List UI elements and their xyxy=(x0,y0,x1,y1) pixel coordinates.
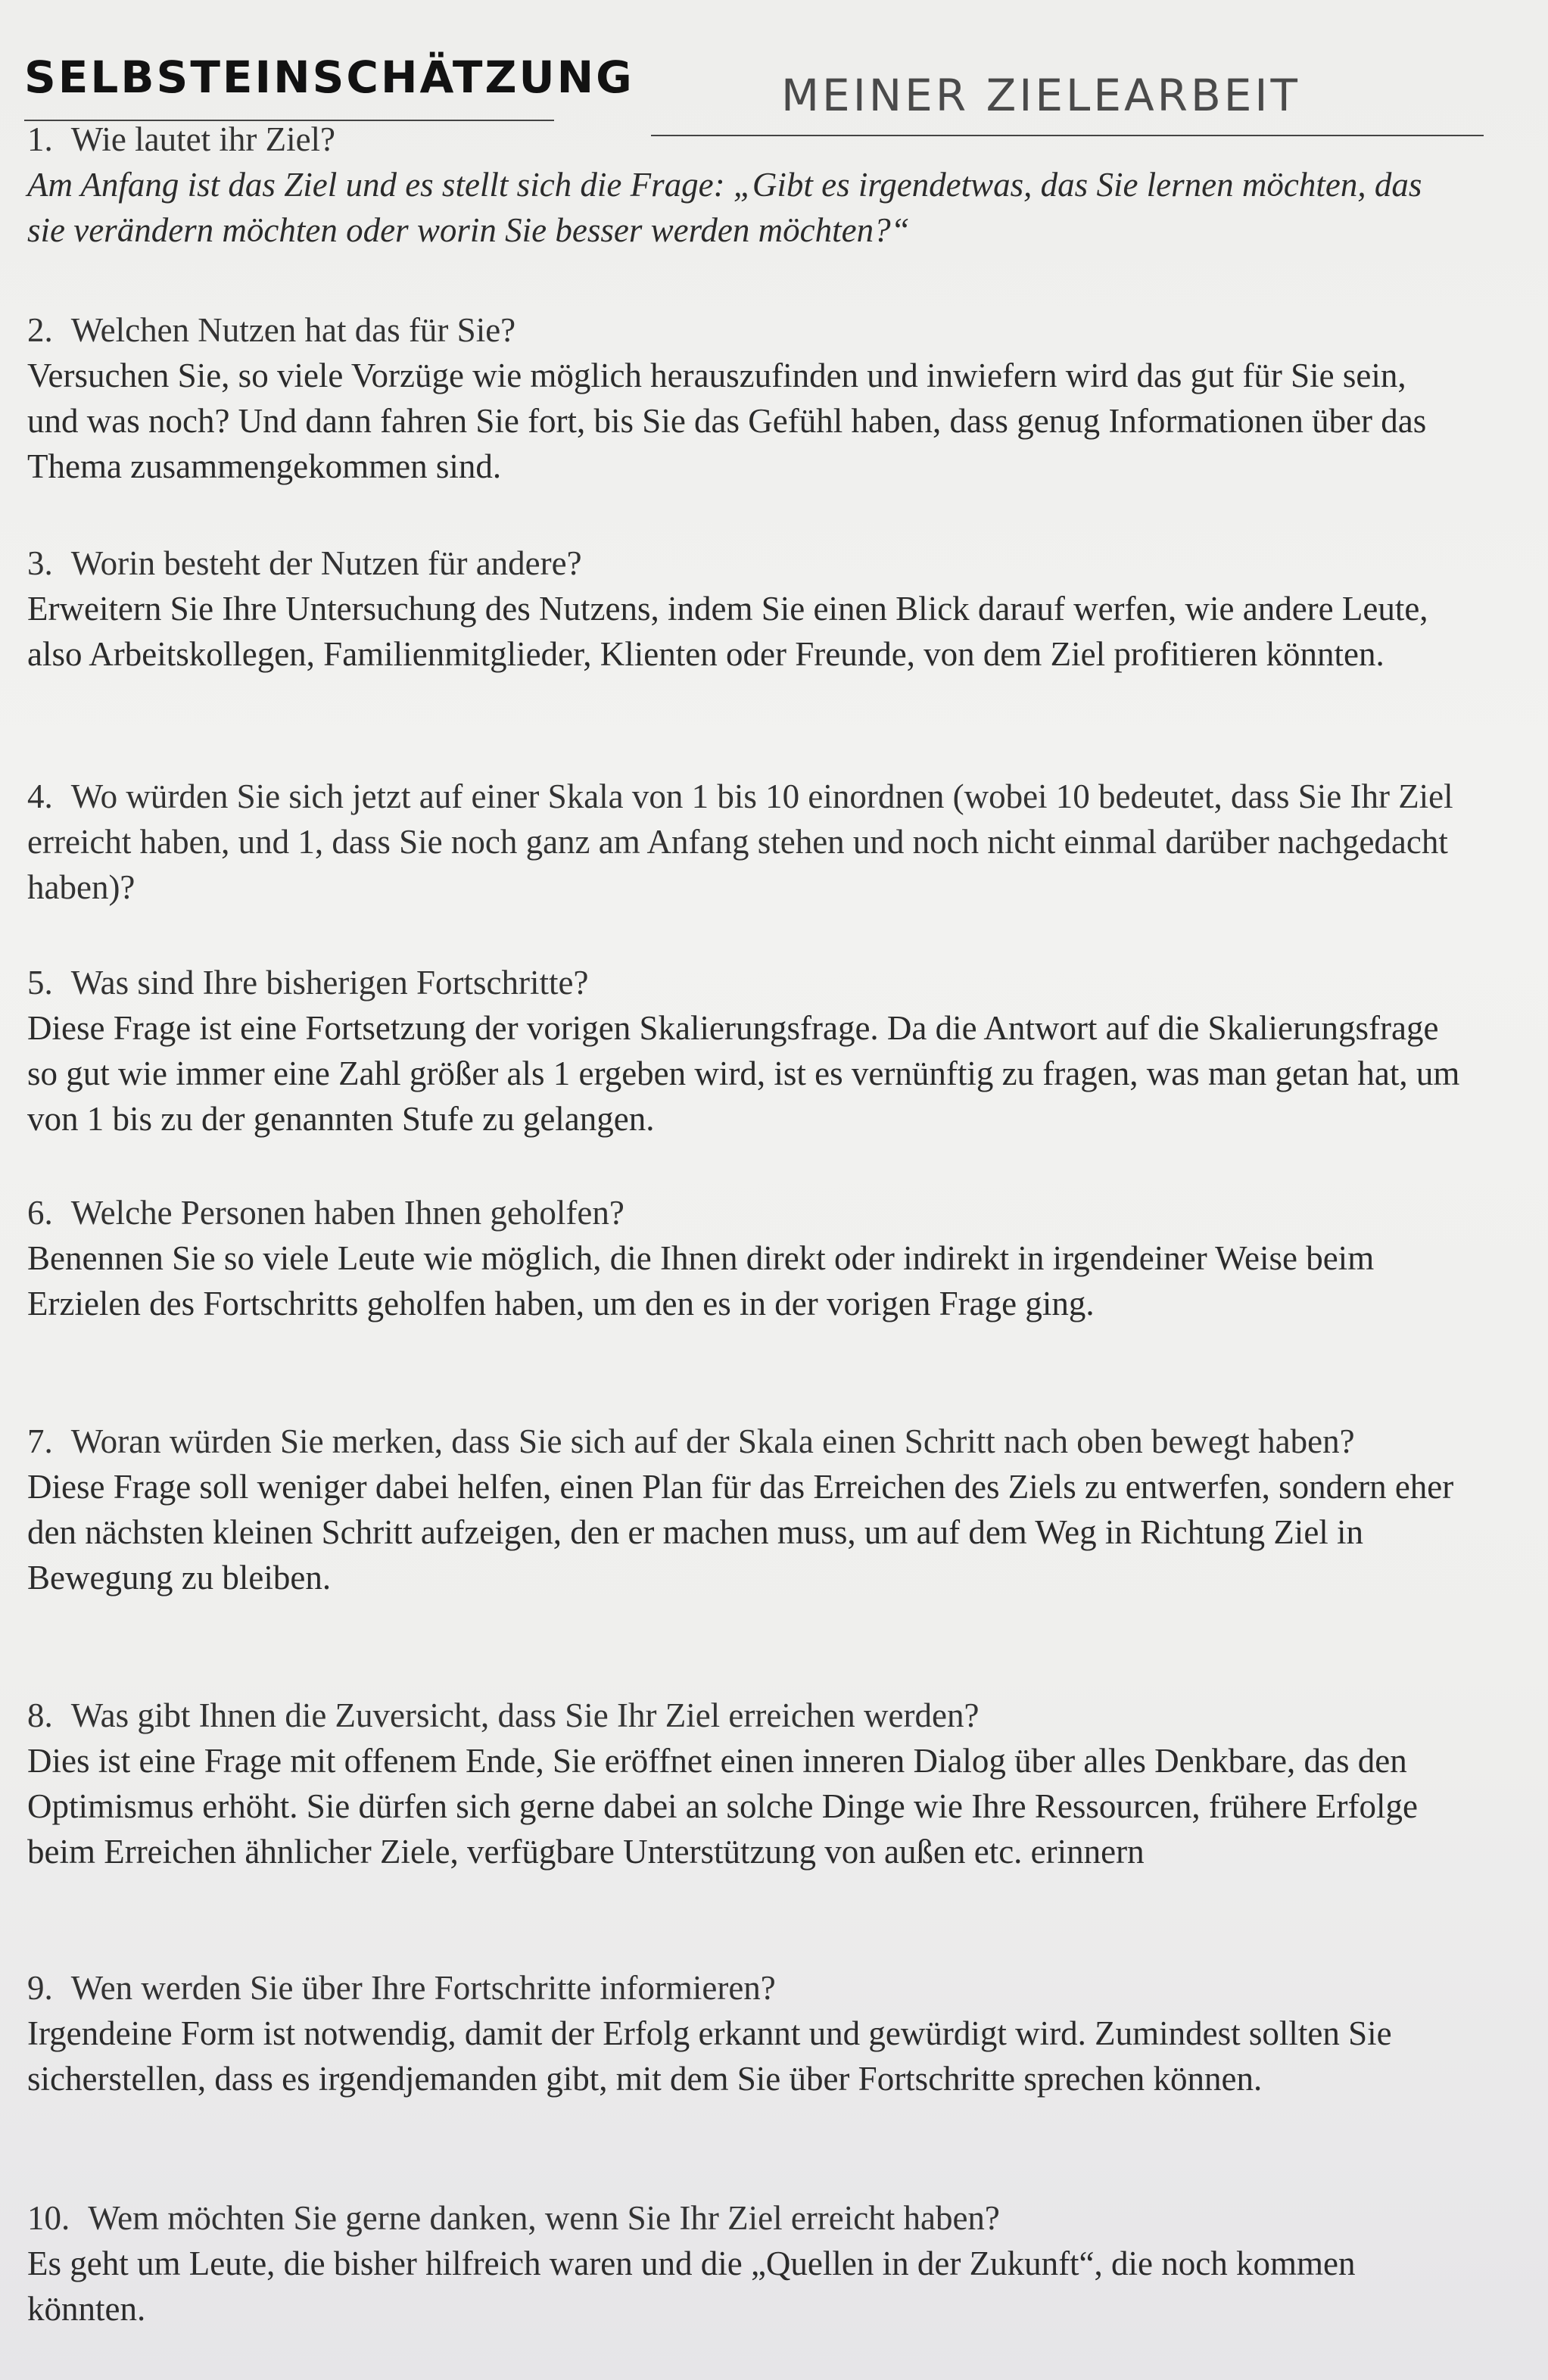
question-number: 8. xyxy=(27,1696,53,1734)
title-bold-part: SELBSTEINSCHÄTZUNG xyxy=(24,51,634,103)
question-number: 4. xyxy=(27,777,53,815)
question-item xyxy=(27,1965,1465,2101)
question-text: Wem möchten Sie gerne danken, wenn Sie Ihr Ziel erreicht haben? xyxy=(88,2199,1000,2237)
question-text: Welchen Nutzen hat das für Sie? xyxy=(70,311,516,349)
question-text: Wen werden Sie über Ihre Fortschritte informieren? xyxy=(70,1969,776,2007)
question-heading xyxy=(27,540,1465,586)
question-text: Wie lautet ihr Ziel? xyxy=(70,120,336,158)
question-number: 6. xyxy=(27,1194,53,1232)
question-text: Was sind Ihre bisherigen Fortschritte? xyxy=(70,964,589,1002)
title-light-part: MEINER ZIELEARBEIT xyxy=(781,70,1300,121)
question-explanation: Erweitern Sie Ihre Untersuchung des Nutzens, indem Sie einen Blick darauf werfen, wie andere Leute, also Arbeitskollegen, Familienmitglieder, Klienten oder Freunde, von dem Ziel profitieren könnten. xyxy=(27,590,1428,673)
question-heading xyxy=(27,307,1465,353)
question-explanation: Dies ist eine Frage mit offenem Ende, Sie eröffnet einen inneren Dialog über alles Denkbare, das den Optimismus erhöht. Sie dürfen sich gerne dabei an solche Dinge wie Ihre Ressourcen, frühere Erfolge beim Erreichen ähnlicher Ziele, verfügbare Unterstützung von außen etc. erinnern xyxy=(27,1742,1418,1871)
question-text: Worin besteht der Nutzen für andere? xyxy=(70,544,582,582)
question-text: Woran würden Sie merken, dass Sie sich auf der Skala einen Schritt nach oben bewegt haben? xyxy=(70,1422,1355,1460)
question-item xyxy=(27,117,1465,253)
question-number: 7. xyxy=(27,1422,53,1460)
question-item xyxy=(27,1419,1465,1600)
question-heading xyxy=(27,774,1465,910)
question-heading xyxy=(27,1965,1465,2011)
question-text: Welche Personen haben Ihnen geholfen? xyxy=(70,1194,624,1232)
question-item xyxy=(27,1693,1465,1874)
question-heading xyxy=(27,1693,1465,1738)
question-item xyxy=(27,540,1465,677)
question-item xyxy=(27,2195,1465,2332)
question-item xyxy=(27,1190,1465,1326)
question-explanation: Versuchen Sie, so viele Vorzüge wie möglich herauszufinden und inwiefern wird das gut für Sie sein, und was noch? Und dann fahren Sie fort, bis Sie das Gefühl haben, dass genug Informationen über das Thema zusammengekommen sind. xyxy=(27,357,1427,485)
question-explanation: Am Anfang ist das Ziel und es stellt sich die Frage: „Gibt es irgendetwas, das Sie lernen möchten, das sie verändern möchten oder worin Sie besser werden möchten?“ xyxy=(27,166,1422,249)
question-item xyxy=(27,960,1465,1142)
question-heading xyxy=(27,1419,1465,1464)
question-text: Wo würden Sie sich jetzt auf einer Skala von 1 bis 10 einordnen (wobei 10 bedeutet, dass Sie Ihr Ziel erreicht haben, und 1, dass Sie noch ganz am Anfang stehen und noch nicht einmal darüber nachgedacht haben)? xyxy=(27,777,1453,906)
question-heading xyxy=(27,117,1465,162)
question-heading xyxy=(27,1190,1465,1235)
question-explanation: Irgendeine Form ist notwendig, damit der Erfolg erkannt und gewürdigt wird. Zumindest sollten Sie sicherstellen, dass es irgendjemanden gibt, mit dem Sie über Fortschritte sprechen können. xyxy=(27,2014,1392,2098)
question-explanation: Diese Frage ist eine Fortsetzung der vorigen Skalierungsfrage. Da die Antwort auf die Skalierungsfrage so gut wie immer eine Zahl größer als 1 ergeben wird, ist es vernünftig zu fragen, was man getan hat, um von 1 bis zu der genannten Stufe zu gelangen. xyxy=(27,1009,1460,1138)
question-number: 10. xyxy=(27,2199,70,2237)
question-explanation: Benennen Sie so viele Leute wie möglich, die Ihnen direkt oder indirekt in irgendeiner Weise beim Erzielen des Fortschritts geholfen haben, um den es in der vorigen Frage ging. xyxy=(27,1239,1375,1322)
question-item xyxy=(27,307,1465,489)
question-explanation: Es geht um Leute, die bisher hilfreich waren und die „Quellen in der Zukunft“, die noch kommen könnten. xyxy=(27,2244,1356,2328)
question-number: 5. xyxy=(27,964,53,1002)
question-heading xyxy=(27,960,1465,1005)
question-heading xyxy=(27,2195,1465,2241)
question-number: 3. xyxy=(27,544,53,582)
question-item xyxy=(27,774,1465,910)
question-explanation: Diese Frage soll weniger dabei helfen, einen Plan für das Erreichen des Ziels zu entwerfen, sondern eher den nächsten kleinen Schritt aufzeigen, den er machen muss, um auf dem Weg in Richtung Ziel in Bewegung zu bleiben. xyxy=(27,1468,1454,1597)
question-number: 1. xyxy=(27,120,53,158)
question-number: 9. xyxy=(27,1969,53,2007)
question-number: 2. xyxy=(27,311,53,349)
question-text: Was gibt Ihnen die Zuversicht, dass Sie Ihr Ziel erreichen werden? xyxy=(70,1696,980,1734)
